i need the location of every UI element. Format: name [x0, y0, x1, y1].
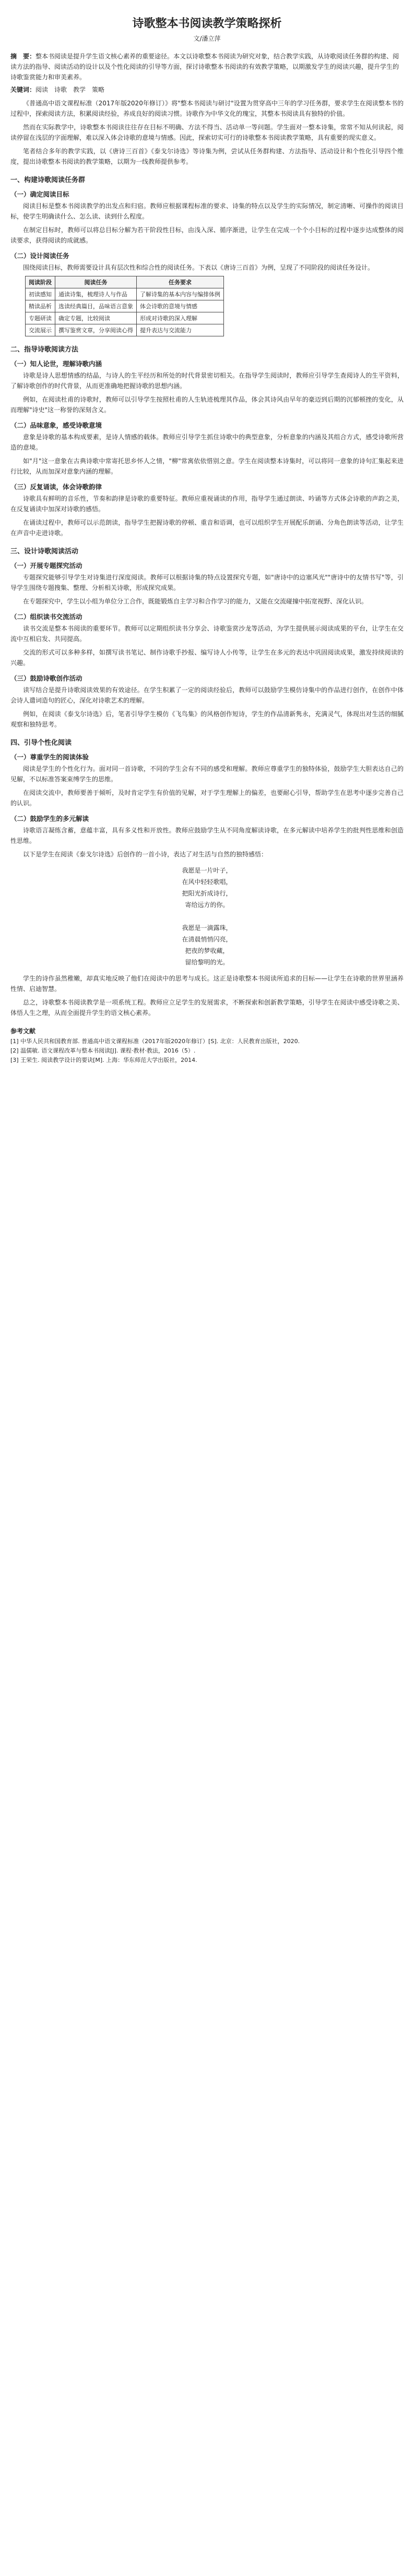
student-poem	[10, 865, 404, 968]
paragraph: 意象是诗歌的基本构成要素，是诗人情感的载体。教师应引导学生抓住诗歌中的典型意象，分析意象的内涵及其组合方式，感受诗歌所营造的意境。	[10, 433, 404, 451]
table-row	[26, 288, 224, 300]
table-cell: 了解诗集的基本内容与编排体例	[137, 288, 224, 300]
reading-task-table	[25, 276, 224, 336]
subsection-heading: （三）反复诵读，体会诗歌韵律	[10, 483, 102, 491]
table-cell: 撰写鉴赏文章，分享阅读心得	[55, 324, 137, 336]
paragraph: 读写结合是提升诗歌阅读效果的有效途径。在学生积累了一定的阅读经验后，教师可以鼓励学生模仿诗集中的作品进行创作，在创作中体会诗人遣词造句的匠心，深化对诗歌艺术的理解。	[10, 686, 404, 704]
table-header-cell: 阅读阶段	[26, 276, 55, 288]
keywords	[10, 84, 404, 95]
table-cell: 精读品析	[26, 300, 55, 312]
article-body	[10, 98, 404, 1065]
table-header-row	[26, 276, 224, 288]
subsection-heading: （二）组织读书交流活动	[10, 613, 82, 621]
author-line: 文/潘立萍	[193, 35, 221, 42]
poem-line: 在清晨悄悄闪亮，	[182, 936, 232, 943]
subsection-heading: （一）知人论世，理解诗歌内涵	[10, 360, 102, 368]
paragraph: 读书交流是整本书阅读的重要环节。教师可以定期组织读书分享会、诗歌鉴赏沙龙等活动，为学生提供展示阅读成果的平台，让学生在交流中互相启发、共同提高。	[10, 625, 404, 643]
table-row	[26, 312, 224, 324]
paragraph: 在制定目标时，教师可以将总目标分解为若干阶段性目标，由浅入深、循序渐进，让学生在完成一个个小目标的过程中逐步达成整体的阅读要求，获得阅读的成就感。	[10, 226, 404, 244]
intro-paragraph: 笔者结合多年的教学实践，以《唐诗三百首》《泰戈尔诗选》等诗集为例，尝试从任务群构建、方法指导、活动设计和个性化引导四个维度，提出诗歌整本书阅读的教学策略，以期为一线教师提供参考。	[10, 148, 404, 165]
references-heading: 参考文献	[10, 1027, 36, 1035]
paragraph: 在阅读交流中，教师要善于倾听，及时肯定学生有价值的见解，对于学生理解上的偏差，也要耐心引导，帮助学生在思考中逐步完善自己的认识。	[10, 789, 404, 807]
subsection-heading: （三）鼓励诗歌创作活动	[10, 674, 82, 682]
section-heading: 四、引导个性化阅读	[10, 739, 72, 747]
paragraph: 在专题探究中，学生以小组为单位分工合作，既能锻炼自主学习和合作学习的能力，又能在交流碰撞中拓宽视野、深化认识。	[23, 598, 368, 605]
reference-item: [2] 温儒敏. 语文课程改革与整本书阅读[J]. 课程·教材·教法，2016（5）.	[10, 1047, 196, 1054]
paragraph: 交流的形式可以多种多样，如撰写读书笔记、制作诗歌手抄报、编写诗人小传等，让学生在多元的表达中巩固阅读成果，激发持续阅读的兴趣。	[10, 649, 404, 667]
poem-line: 我愿是一片叶子，	[182, 867, 232, 874]
subsection-heading: （二）鼓励学生的多元解读	[10, 815, 89, 823]
abstract-label: 摘 要：	[10, 53, 36, 60]
table-cell: 专题研读	[26, 312, 55, 324]
table-cell: 通读诗集，梳理诗人与作品	[55, 288, 137, 300]
paragraph: 在诵读过程中，教师可以示范朗读，指导学生把握诗歌的停顿、重音和语调，也可以组织学生开展配乐朗诵、分角色朗读等活动，让学生在声音中走进诗歌。	[10, 519, 404, 537]
paragraph: 阅读目标是整本书阅读教学的出发点和归宿。教师应根据课程标准的要求、诗集的特点以及学生的实际情况，制定清晰、可操作的阅读目标，使学生明确读什么、怎么读、读到什么程度。	[10, 202, 404, 220]
paragraph: 专题探究能够引导学生对诗集进行深度阅读。教师可以根据诗集的特点设置探究专题，如"唐诗中的边塞风光""唐诗中的友情书写"等，引导学生围绕专题搜集、整理、分析相关诗歌，形成探究成果。	[10, 574, 404, 591]
abstract-text: 整本书阅读是提升学生语文核心素养的重要途径。本文以诗歌整本书阅读为研究对象，结合教学实践，从诗歌阅读任务群的构建、阅读方法的指导、阅读活动的设计以及个性化阅读的引导等方面，探讨诗歌整本书阅读的有效教学策略，以期激发学生的阅读兴趣，提升学生的诗歌鉴赏能力和审美素养。	[10, 53, 399, 81]
table-row	[26, 300, 224, 312]
paragraph: 例如，在阅读杜甫的诗歌时，教师可以引导学生按照杜甫的人生轨迹梳理其作品，体会其诗风由早年的豪迈到后期的沉郁顿挫的变化，从而理解"诗史"这一称誉的深刻含义。	[10, 396, 404, 414]
poem-line: 留给黎明的光。	[185, 959, 229, 966]
poem-line: 寄给远方的你。	[185, 901, 229, 909]
poem-line: 把阳光折成诗行，	[182, 890, 232, 897]
reference-item: [1] 中华人民共和国教育部. 普通高中语文课程标准（2017年版2020年修订）[S]. 北京：人民教育出版社，2020.	[10, 1038, 300, 1045]
article-title: 诗歌整本书阅读教学策略探析	[132, 17, 282, 30]
subsection-heading: （一）尊重学生的阅读体验	[10, 753, 89, 761]
paragraph: 如"月"这一意象在古典诗歌中常寄托思乡怀人之情，"柳"常寓依依惜别之意。学生在阅读整本诗集时，可以将同一意象的诗句汇集起来进行比较，从而加深对意象内涵的理解。	[10, 457, 404, 475]
section-heading: 二、指导诗歌阅读方法	[10, 346, 79, 354]
paragraph: 诗歌是诗人思想情感的结晶，与诗人的生平经历和所处的时代背景密切相关。在指导学生阅读时，教师应引导学生查阅诗人的生平资料，了解诗歌创作的时代背景，从而更准确地把握诗歌的思想内涵。	[10, 372, 404, 390]
paragraph: 以下是学生在阅读《泰戈尔诗选》后创作的一首小诗，表达了对生活与自然的独特感悟：	[23, 851, 268, 858]
section-heading: 一、构建诗歌阅读任务群	[10, 176, 86, 184]
section-heading: 三、设计诗歌阅读活动	[10, 548, 79, 555]
table-header-cell: 任务要求	[137, 276, 224, 288]
subsection-heading: （一）确定阅读目标	[10, 190, 69, 198]
table-cell: 形成对诗歌的深入理解	[137, 312, 224, 324]
abstract	[10, 51, 404, 82]
paragraph: 围绕阅读目标，教师需要设计具有层次性和综合性的阅读任务。下表以《唐诗三百首》为例，呈现了不同阶段的阅读任务设计。	[23, 264, 374, 271]
table-cell: 选读经典篇目，品味语言意象	[55, 300, 137, 312]
closing-paragraph: 总之，诗歌整本书阅读教学是一项系统工程。教师应立足学生的发展需求，不断探索和创新教学策略，引导学生在阅读中感受诗歌之美、体悟人生之理，从而全面提升学生的语文核心素养。	[10, 999, 404, 1017]
table-row	[26, 324, 224, 336]
table-cell: 确定专题，比较阅读	[55, 312, 137, 324]
paragraph: 阅读是学生的个性化行为。面对同一首诗歌，不同的学生会有不同的感受和理解。教师应尊重学生的独特体验，鼓励学生大胆表达自己的见解，不以标准答案束缚学生的思维。	[10, 765, 404, 783]
intro-paragraph: 然而在实际教学中，诗歌整本书阅读往往存在目标不明确、方法不得当、活动单一等问题。学生面对一整本诗集，常常不知从何读起，阅读停留在浅层的字面理解，难以深入体会诗歌的意境与情感。因此，探索切实可行的诗歌整本书阅读教学策略，具有重要的现实意义。	[10, 124, 404, 141]
paragraph: 诗歌具有鲜明的音乐性，节奏和韵律是诗歌的重要特征。教师应重视诵读的作用，指导学生通过朗读、吟诵等方式体会诗歌的声韵之美，在反复诵读中加深对诗歌的感悟。	[10, 495, 404, 513]
intro-paragraph: 《普通高中语文课程标准（2017年版2020年修订）》将"整本书阅读与研讨"设置为贯穿高中三年的学习任务群，要求学生在阅读整本书的过程中，探索阅读方法，积累阅读经验，养成良好的阅读习惯。诗歌作为中华文化的瑰宝，其整本书阅读具有独特的价值。	[10, 100, 404, 117]
table-cell: 交流展示	[26, 324, 55, 336]
closing-paragraph: 学生的诗作虽然稚嫩，却真实地反映了他们在阅读中的思考与成长。这正是诗歌整本书阅读所追求的目标——让学生在诗歌的世界里涵养性情、启迪智慧。	[10, 975, 404, 993]
keywords-text: 阅读 诗歌 教学 策略	[36, 86, 105, 93]
paragraph: 例如，在阅读《泰戈尔诗选》后，笔者引导学生模仿《飞鸟集》的风格创作短诗，学生的作品清新隽永，充满灵气，体现出对生活的细腻观察和独特思考。	[10, 710, 404, 728]
subsection-heading: （二）品味意象，感受诗歌意境	[10, 421, 102, 429]
table-cell: 初读感知	[26, 288, 55, 300]
poem-line: 在风中轻轻歌唱，	[182, 878, 232, 886]
subsection-heading: （一）开展专题探究活动	[10, 562, 82, 570]
subsection-heading: （二）设计阅读任务	[10, 252, 69, 260]
table-header-cell: 阅读任务	[55, 276, 137, 288]
poem-line: 把夜的梦收藏，	[185, 947, 229, 954]
table-cell: 提升表达与交流能力	[137, 324, 224, 336]
reference-item: [3] 王荣生. 阅读教学设计的要诀[M]. 上海：华东师范大学出版社，2014.	[10, 1057, 197, 1063]
keywords-label: 关键词：	[10, 86, 36, 93]
poem-line: 我愿是一滴露珠，	[182, 924, 232, 932]
table-cell: 体会诗歌的意境与情感	[137, 300, 224, 312]
paragraph: 诗歌语言凝练含蓄，意蕴丰富，具有多义性和开放性。教师应鼓励学生从不同角度解读诗歌，在多元解读中培养学生的批判性思维和创造性思维。	[10, 827, 404, 844]
poem-line	[10, 911, 404, 922]
references	[10, 1026, 404, 1065]
